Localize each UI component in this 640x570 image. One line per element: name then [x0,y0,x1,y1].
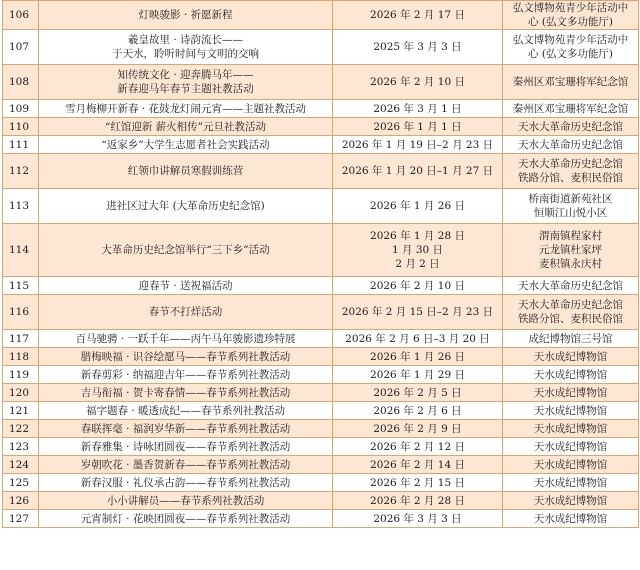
activity-venue [503,30,639,65]
activity-name-line: 于天水，聆听时间与文明的交响 [112,48,259,60]
table-row [3,348,639,366]
activity-name [39,189,333,224]
activity-venue-line: 铁路分馆、麦积民俗馆 [518,172,623,184]
activity-date-line: 2026 年 2 月 9 日 [373,422,462,435]
activity-name [39,30,333,65]
activity-name [39,402,333,420]
activity-date-line: 2026 年 2 月 12 日 [370,440,465,453]
activity-venue [503,136,639,154]
activity-date-line: 2026 年 1 月 26 日 [370,200,465,212]
row-number: 108 [3,65,39,100]
activity-venue-line: 麦积镇永庆村 [539,258,602,270]
activity-venue [503,118,639,136]
activity-venue-line: 天水成纪博物馆 [533,512,608,525]
activity-name-line: “返家乡”大学生志愿者社会实践活动 [101,138,270,151]
table-row [3,402,639,420]
row-number: 121 [3,402,39,420]
activity-venue [503,65,639,100]
activity-date-line: 2026 年 2 月 15 日 [370,476,465,489]
activity-date [333,100,503,118]
row-number: 112 [3,154,39,189]
activity-date [333,330,503,348]
activity-name-line: 红领巾讲解员寒假训练营 [127,165,244,177]
activity-date-line: 2026 年 1 月 20 日–1 月 27 日 [341,165,494,177]
activity-date [333,154,503,189]
activity-date-line: 2026 年 2 月 14 日 [370,458,465,471]
activity-venue-line: 秦州区邓宝珊将军纪念馆 [512,102,629,115]
row-number: 126 [3,492,39,510]
table-row [3,492,639,510]
row-number: 115 [3,277,39,295]
activity-date [333,65,503,100]
row-number: 110 [3,118,39,136]
activity-date [333,1,503,30]
row-number: 106 [3,1,39,30]
activity-venue [503,295,639,330]
table-row [3,277,639,295]
row-number: 109 [3,100,39,118]
activity-name-line: 灯映骏影 · 祈愿新程 [138,9,233,21]
activity-venue [503,277,639,295]
activity-name [39,330,333,348]
activity-name-line: 春节不打烊活动 [148,306,223,318]
activity-name-line: 新春剪彩 · 纳福迎吉年——春节系列社教活动 [80,368,291,381]
activity-name-line: 新春汉服 · 礼仪承古韵——春节系列社教活动 [80,476,291,489]
activity-name [39,492,333,510]
activity-venue [503,510,639,528]
table-row [3,474,639,492]
row-number: 123 [3,438,39,456]
activity-venue [503,100,639,118]
activity-venue-line: 天水成纪博物馆 [533,386,608,399]
activity-name [39,295,333,330]
activity-name [39,384,333,402]
activity-date [333,492,503,510]
activity-venue-line: 天水成纪博物馆 [533,422,608,435]
row-number: 107 [3,30,39,65]
activity-date-line: 2025 年 3 月 3 日 [373,41,462,53]
activity-venue [503,438,639,456]
activity-venue-line: 秦州区邓宝珊将军纪念馆 [512,76,629,88]
table-row [3,118,639,136]
activity-venue-line: 天水成纪博物馆 [533,404,608,417]
activity-name [39,136,333,154]
activity-venue-line: 恒顺江山悦小区 [533,207,608,219]
table-row [3,438,639,456]
activity-name [39,154,333,189]
activity-name-line: 福字题春 · 暖透成纪——春节系列社教活动 [85,404,285,417]
activity-venue-line: 弘文博物苑青少年活动中 [512,2,629,14]
activity-venue [503,189,639,224]
activity-date [333,30,503,65]
activity-venue-line: 天水成纪博物馆 [533,458,608,471]
activity-name [39,348,333,366]
activity-venue-line: 天水成纪博物馆 [533,440,608,453]
activity-date-line: 2026 年 2 月 28 日 [370,494,465,507]
activity-name-line: 小小讲解员——春节系列社教活动 [106,494,265,507]
activity-venue-line: 天水成纪博物馆 [533,494,608,507]
activity-name-line: 腊梅映福 · 识谷绘愿马——春节系列社教活动 [80,350,291,363]
activity-venue [503,402,639,420]
activity-venue-line: 天水成纪博物馆 [533,350,608,363]
activity-venue [503,384,639,402]
activity-date-line: 2026 年 2 月 6 日 [373,404,462,417]
activity-venue-line: 渭南镇程家村 [539,230,602,242]
activity-date-line: 2026 年 1 月 19 日–2 月 23 日 [341,138,494,151]
activity-venue-line: 心 (弘文多功能厅) [527,48,614,60]
activity-venue-line: 成纪博物馆三号馆 [528,332,613,345]
activity-venue [503,366,639,384]
activity-date [333,420,503,438]
table-row [3,65,639,100]
activity-venue-line: 天水大革命历史纪念馆 [518,138,623,151]
table-row [3,136,639,154]
table-row [3,420,639,438]
table-row [3,384,639,402]
activity-date-line: 2026 年 1 月 29 日 [370,368,465,381]
row-number: 116 [3,295,39,330]
activity-venue [503,154,639,189]
activity-name [39,100,333,118]
table-row [3,224,639,277]
activity-name-line: 岁朝吹花 · 墨香贺新春——春节系列社教活动 [80,458,291,471]
activity-venue-line: 弘文博物苑青少年活动中 [512,34,629,46]
activity-name [39,1,333,30]
activity-venue-line: 心 (弘文多功能厅) [527,16,614,28]
activity-date [333,384,503,402]
activity-date [333,366,503,384]
activity-venue [503,420,639,438]
activity-date [333,118,503,136]
activity-name [39,474,333,492]
event-table-body [3,1,639,528]
activity-date [333,224,503,277]
activity-venue [503,474,639,492]
activity-date-line: 2026 年 3 月 3 日 [373,512,462,525]
activity-name-line: 春联挥毫 · 福润岁华新——春节系列社教活动 [80,422,291,435]
activity-date [333,438,503,456]
activity-name [39,277,333,295]
table-row [3,330,639,348]
activity-venue-line: 天水成纪博物馆 [533,476,608,489]
row-number: 114 [3,224,39,277]
activity-venue-line: 天水大革命历史纪念馆 [518,158,623,170]
activity-date-line: 2026 年 2 月 6 日–3 月 20 日 [345,332,490,345]
event-table [2,0,639,528]
table-row [3,366,639,384]
row-number: 113 [3,189,39,224]
activity-date-line: 2 月 2 日 [395,258,440,270]
activity-date [333,277,503,295]
activity-date-line: 2026 年 1 月 28 日 [370,230,465,242]
row-number: 117 [3,330,39,348]
activity-name-line: 雪月梅柳开新春 · 花鼓龙灯闹元宵——主题社教活动 [64,102,306,115]
activity-name-line: 大革命历史纪念馆举行“三下乡”活动 [101,244,270,256]
activity-date [333,510,503,528]
table-row [3,510,639,528]
activity-name [39,510,333,528]
activity-name-line: 迎春节 · 送祝福活动 [138,279,233,292]
row-number: 120 [3,384,39,402]
activity-name-line: 吉马衔福 · 贺卡寄春情——春节系列社教活动 [80,386,291,399]
activity-name [39,456,333,474]
activity-name [39,118,333,136]
table-row [3,295,639,330]
activity-date-line: 2026 年 1 月 1 日 [373,120,462,133]
row-number: 127 [3,510,39,528]
table-row [3,189,639,224]
activity-date-line: 2026 年 2 月 10 日 [370,76,465,88]
table-row [3,30,639,65]
activity-name-line: 元宵制灯 · 花映团圆夜——春节系列社教活动 [80,512,291,525]
table-row [3,100,639,118]
activity-date [333,402,503,420]
activity-name [39,224,333,277]
table-row [3,154,639,189]
activity-venue-line: 铁路分馆、麦积民俗馆 [518,313,623,325]
activity-venue [503,492,639,510]
activity-venue-line: 天水成纪博物馆 [533,368,608,381]
activity-venue-line: 天水大革命历史纪念馆 [518,120,623,133]
activity-name [39,438,333,456]
activity-date [333,348,503,366]
activity-name-line: 新春迎马年春节主题社教活动 [117,83,254,95]
activity-venue [503,348,639,366]
activity-venue-line: 桥南街道新苑社区 [528,193,613,205]
activity-name-line: 新春雅集 · 诗咏团圆夜——春节系列社教活动 [80,440,291,453]
activity-name [39,65,333,100]
activity-venue [503,1,639,30]
activity-date-line: 2026 年 2 月 17 日 [370,9,465,21]
row-number: 122 [3,420,39,438]
activity-date-line: 2026 年 3 月 1 日 [373,102,462,115]
row-number: 125 [3,474,39,492]
activity-date-line: 2026 年 2 月 15 日–2 月 23 日 [341,306,494,318]
row-number: 119 [3,366,39,384]
activity-venue [503,330,639,348]
activity-date [333,295,503,330]
activity-name-line: “红馆迎新 薪火相传”元旦社教活动 [104,120,267,133]
activity-date [333,456,503,474]
activity-venue [503,224,639,277]
table-row [3,456,639,474]
activity-venue-line: 天水大革命历史纪念馆 [518,299,623,311]
table-row [3,1,639,30]
activity-name-line: 羲皇故里 · 诗韵流长—— [127,34,243,46]
activity-name [39,420,333,438]
activity-venue-line: 天水大革命历史纪念馆 [518,279,623,292]
activity-date-line: 2026 年 1 月 26 日 [370,350,465,363]
activity-venue-line: 元龙镇杜家坪 [539,244,602,256]
activity-name [39,366,333,384]
activity-date-line: 2026 年 2 月 10 日 [370,279,465,292]
row-number: 118 [3,348,39,366]
activity-date-line: 1 月 30 日 [391,244,444,256]
activity-date [333,189,503,224]
activity-name-line: 百马驰骋 · 一跃千年——丙午马年骏影遗珍特展 [75,332,296,345]
row-number: 111 [3,136,39,154]
activity-name-line: 进社区过大年 (大革命历史纪念馆) [106,200,265,212]
activity-date [333,474,503,492]
activity-venue [503,456,639,474]
activity-date-line: 2026 年 2 月 5 日 [373,386,462,399]
activity-date [333,136,503,154]
row-number: 124 [3,456,39,474]
activity-name-line: 知传统文化 · 迎奔腾马年—— [117,69,254,81]
